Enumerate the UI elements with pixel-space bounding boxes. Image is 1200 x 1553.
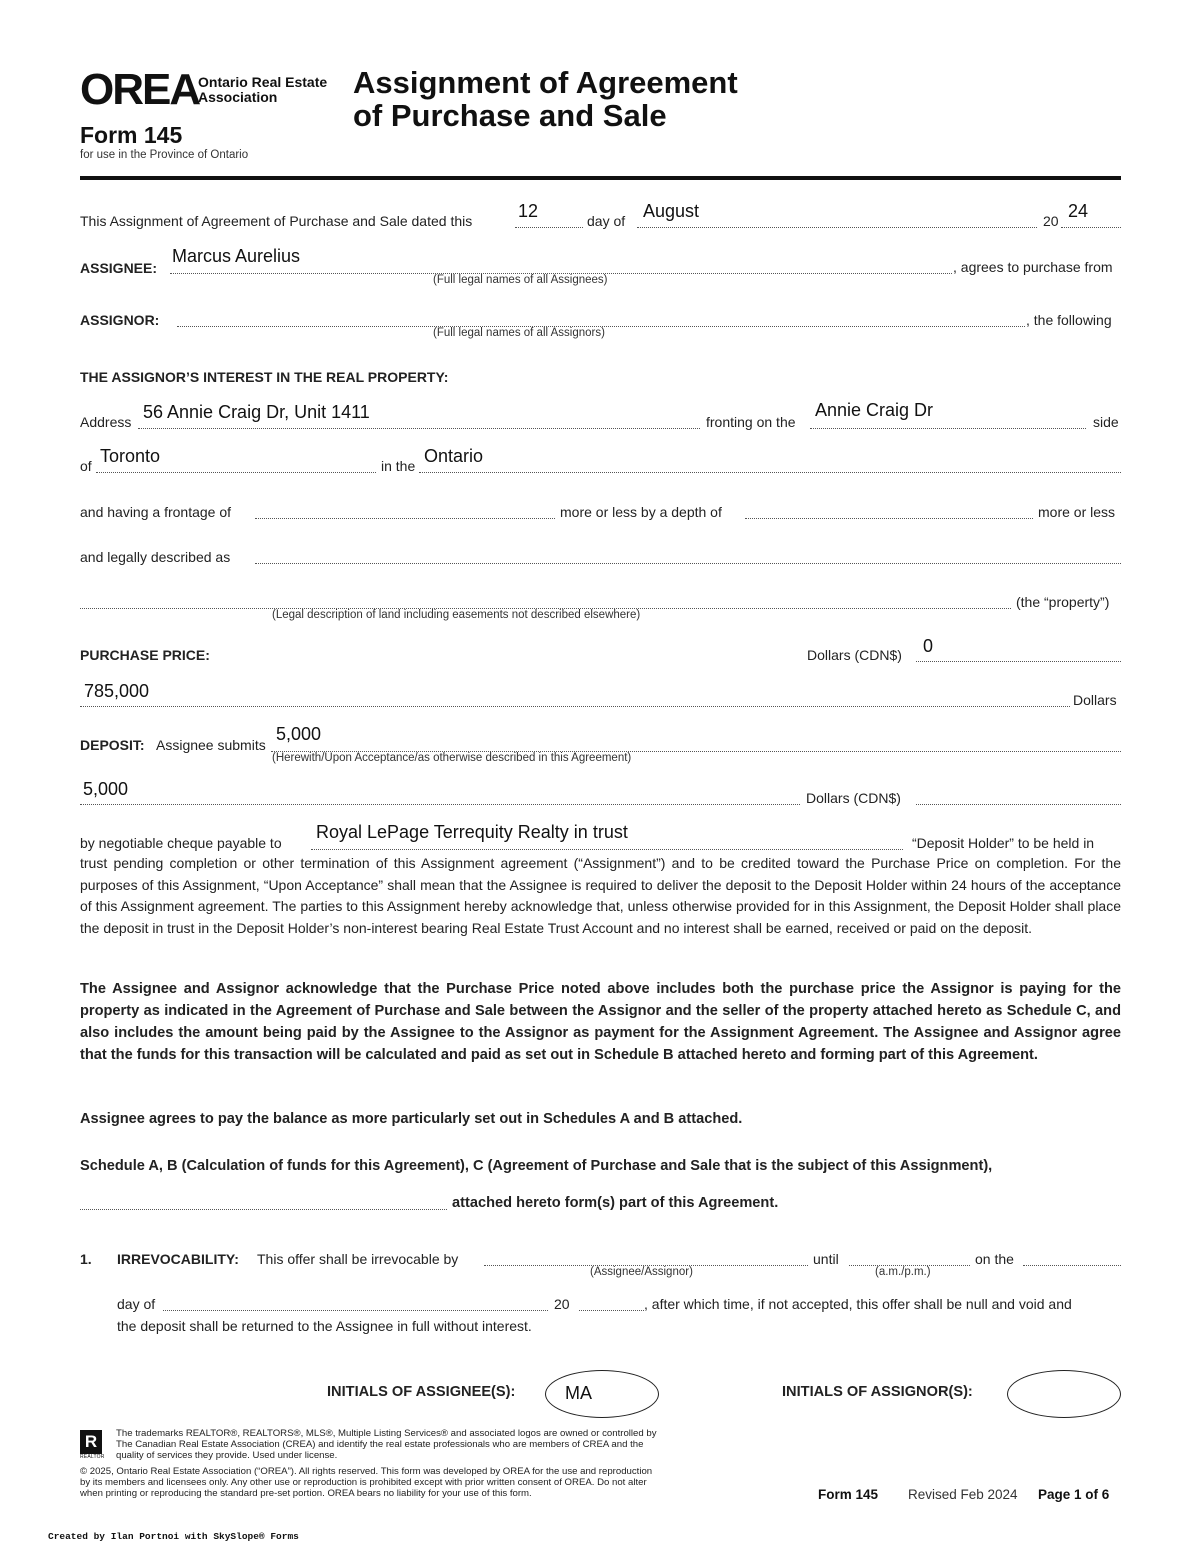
day-field[interactable]: 12 — [518, 201, 539, 221]
footer-page: Page 1 of 6 — [1038, 1487, 1110, 1502]
deposit-submits-label: Assignee submits — [156, 737, 266, 753]
created-by: Created by Ilan Portnoi with SkySlope® Forms — [48, 1531, 299, 1542]
realtor-r-icon: R — [80, 1430, 102, 1454]
fronting-field[interactable]: Annie Craig Dr — [815, 400, 934, 420]
fronting-field-line — [810, 428, 1086, 429]
price-dollars: Dollars — [1073, 692, 1117, 708]
realtor-logo — [80, 1430, 105, 1462]
address-label: Address — [80, 414, 132, 430]
irrevocability-number: 1. — [80, 1251, 92, 1267]
payable-label: by negotiable cheque payable to — [80, 835, 282, 851]
address-field-line — [138, 428, 700, 429]
initials-assignor-label: INITIALS OF ASSIGNOR(S): — [782, 1384, 973, 1400]
irrevocable-tail: , after which time, if not accepted, this offer shall be null and void and — [644, 1296, 1072, 1312]
province-field-line — [419, 472, 1121, 473]
deposit-amount-line — [80, 804, 800, 805]
assignee-label: ASSIGNEE: — [80, 260, 158, 276]
assignor-label: ASSIGNOR: — [80, 312, 160, 328]
tm-line2: The Canadian Real Estate Association (CREA) and identify the real estate professionals who are members of CREA and the — [116, 1439, 644, 1450]
copy-line2: by its members and licensees only. Any other use or reproduction is prohibited except with prior written consent of OREA. Do not alter — [80, 1477, 647, 1488]
irrevocable-year-prefix: 20 — [554, 1296, 570, 1312]
deposit-label: DEPOSIT: — [80, 737, 145, 753]
interest-heading: THE ASSIGNOR’S INTEREST IN THE REAL PROPERTY: — [80, 369, 449, 385]
province-field[interactable]: Ontario — [424, 446, 484, 466]
form-subtitle: for use in the Province of Ontario — [80, 149, 249, 161]
header-rule — [80, 176, 1121, 180]
legal-field-line-1 — [255, 563, 1121, 564]
irrevocable-year-line — [579, 1310, 644, 1311]
price-dollars-cdn: Dollars (CDN$) — [807, 647, 902, 663]
assignor-caption: (Full legal names of all Assignors) — [433, 327, 605, 339]
year-field[interactable]: 24 — [1068, 201, 1089, 221]
month-field-line — [637, 227, 1037, 228]
legal-label: and legally described as — [80, 549, 231, 565]
initials-assignor-box[interactable] — [1007, 1370, 1121, 1418]
day-of-label: day of — [587, 213, 626, 229]
initials-assignee-label: INITIALS OF ASSIGNEE(S): — [327, 1384, 516, 1400]
frontage-label: and having a frontage of — [80, 504, 232, 520]
assignor-suffix: , the following — [1026, 312, 1112, 328]
realtor-mark: REALTOR — [80, 1454, 105, 1460]
party-caption: (Assignee/Assignor) — [590, 1266, 693, 1278]
deposit-submits-field[interactable]: 5,000 — [276, 724, 322, 744]
day-field-line — [515, 227, 583, 228]
deposit-caption: (Herewith/Upon Acceptance/as otherwise described in this Agreement) — [272, 752, 632, 764]
frontage-field-line — [255, 518, 555, 519]
page-title-line1: Assignment of Agreement — [353, 65, 738, 100]
price-written-field[interactable]: 785,000 — [84, 681, 150, 701]
deposit-holder-suffix: “Deposit Holder” to be held in — [912, 835, 1095, 851]
orea-logo — [80, 65, 200, 114]
dated-lead: This Assignment of Agreement of Purchase and Sale dated this — [80, 213, 473, 229]
page-title-line2: of Purchase and Sale — [353, 98, 667, 133]
more-or-less-label: more or less — [1038, 504, 1116, 520]
org-name-line2: Association — [198, 89, 278, 105]
copyright-notice — [80, 1466, 652, 1499]
page-title — [353, 66, 738, 132]
irrevocable-day-of: day of — [117, 1296, 156, 1312]
payable-field[interactable]: Royal LePage Terrequity Realty in trust — [316, 822, 628, 842]
of-label: of — [80, 458, 92, 474]
payable-field-line — [311, 849, 903, 850]
year-prefix: 20 — [1043, 213, 1059, 229]
depth-field-line — [745, 518, 1033, 519]
assignee-suffix: , agrees to purchase from — [953, 259, 1113, 275]
tm-line1: The trademarks REALTOR®, REALTORS®, MLS®, Multiple Listing Services® and associated logos are owned or controlled by — [116, 1428, 657, 1439]
tm-line3: quality of services they provide. Used under license. — [116, 1450, 338, 1461]
footer-form: Form 145 — [818, 1487, 879, 1502]
org-name-line1: Ontario Real Estate — [198, 74, 328, 90]
irrevocability-lead: This offer shall be irrevocable by — [257, 1251, 459, 1267]
price-written-line — [80, 706, 1070, 707]
city-field[interactable]: Toronto — [100, 446, 161, 466]
legal-caption: (Legal description of land including easements not described elsewhere) — [272, 609, 641, 621]
city-field-line — [96, 472, 376, 473]
property-suffix: (the “property”) — [1016, 594, 1110, 610]
irrevocability-label: IRREVOCABILITY: — [117, 1251, 239, 1267]
schedules-field-line — [80, 1209, 447, 1210]
until-label: until — [813, 1251, 839, 1267]
assignee-field[interactable]: Marcus Aurelius — [172, 246, 301, 266]
initials-assignee-box[interactable] — [545, 1370, 659, 1418]
copy-line3: when printing or reproducing the standard pre-set portion. OREA bears no liability for your use of this form. — [80, 1488, 532, 1499]
schedules-attached: attached hereto form(s) part of this Agreement. — [452, 1195, 779, 1211]
address-field[interactable]: 56 Annie Craig Dr, Unit 1411 — [143, 402, 370, 422]
price-numeric-field[interactable]: 0 — [923, 636, 934, 656]
in-the-label: in the — [381, 458, 416, 474]
deposit-dollars-line — [916, 804, 1121, 805]
purchase-price-label: PURCHASE PRICE: — [80, 647, 210, 663]
orea-logo-mark: OREA — [80, 65, 200, 114]
deposit-dollars-cdn: Dollars (CDN$) — [806, 790, 901, 806]
schedules-line: Schedule A, B (Calculation of funds for this Agreement), C (Agreement of Purchase and Sale that is the subject of this Assignment), — [80, 1158, 993, 1174]
month-field[interactable]: August — [643, 201, 700, 221]
irrevocable-month-line — [163, 1310, 548, 1311]
on-the-label: on the — [975, 1251, 1014, 1267]
fronting-label: fronting on the — [706, 414, 796, 430]
copy-line1: © 2025, Ontario Real Estate Association (“OREA”). All rights reserved. This form was developed by OREA for the use and reproduction — [80, 1466, 653, 1477]
deposit-body: trust pending completion or other termination of this Assignment agreement (“Assignment”) and to be credited toward the Purchase Price on completion. For the purposes of this Assignment, “Upon Acceptance” shall mean that the Assignee is required to deliver the deposit to the Deposit Holder within 24 hours of the acceptance of this Assignment agreement. The parties to this Assignment hereby acknowledge that, unless otherwise provided for in this Assignment, the Deposit Holder shall place the deposit in trust in the Deposit Holder’s non-interest bearing Real Estate Trust Account and no interest shall be earned, received or paid on the deposit. — [80, 855, 1121, 936]
balance-paragraph: Assignee agrees to pay the balance as more particularly set out in Schedules A and B attached. — [80, 1111, 743, 1127]
irrevocable-line3: the deposit shall be returned to the Assignee in full without interest. — [117, 1318, 532, 1334]
assignee-caption: (Full legal names of all Assignees) — [433, 274, 608, 286]
initials-assignee-field: MA — [565, 1383, 592, 1403]
trademark-notice — [116, 1428, 657, 1461]
deposit-amount-field[interactable]: 5,000 — [83, 779, 129, 799]
ampm-caption: (a.m./p.m.) — [875, 1266, 931, 1278]
form-number: Form 145 — [80, 122, 183, 148]
footer-revised: Revised Feb 2024 — [908, 1487, 1018, 1502]
depth-label: more or less by a depth of — [560, 504, 722, 520]
price-numeric-line — [916, 661, 1121, 662]
year-field-line — [1061, 227, 1121, 228]
side-label: side — [1093, 414, 1119, 430]
irrevocable-day-line — [1023, 1265, 1121, 1266]
acknowledgement-paragraph: The Assignee and Assignor acknowledge that the Purchase Price noted above includes both the purchase price the Assignor is paying for the property as indicated in the Agreement of Purchase and Sale between the Assignor and the seller of the property attached hereto as Schedule C, and also includes the amount being paid by the Assignee to the Assignor as payment for the Assignment Agreement. The Assignee and Assignor agree that the funds for this transaction will be calculated and paid as set out in Schedule B attached hereto and forming part of this Agreement. — [80, 981, 1121, 1063]
org-name — [198, 75, 327, 105]
